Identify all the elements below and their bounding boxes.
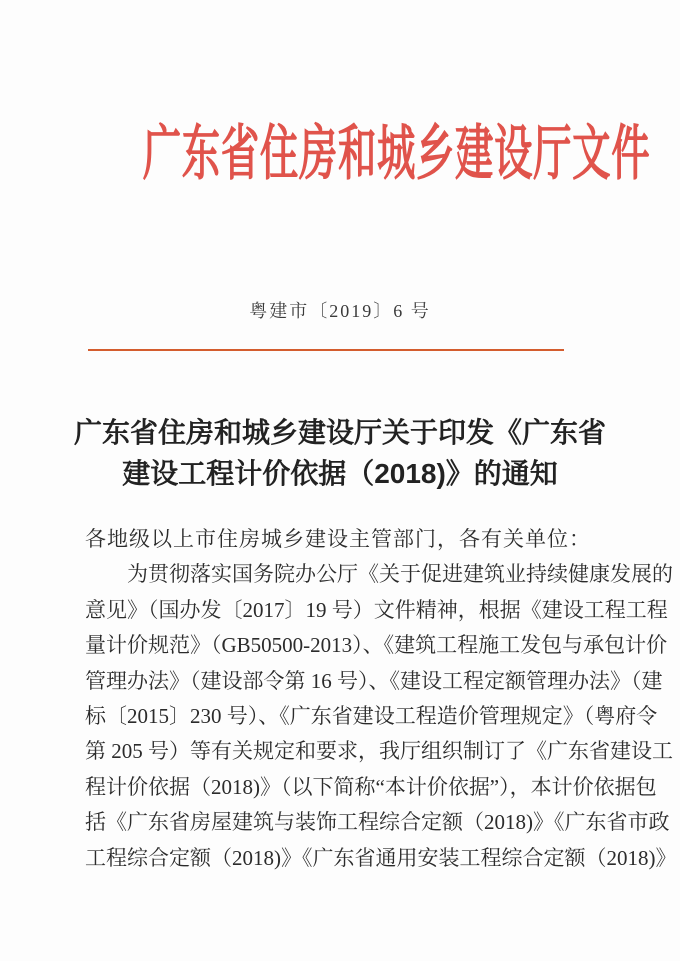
body-line: 为贯彻落实国务院办公厅《关于促进建筑业持续健康发展的 xyxy=(127,562,673,587)
body-line: 工程综合定额（2018)》《广东省通用安装工程综合定额（2018)》 xyxy=(85,845,677,870)
body-line: 第 205 号）等有关规定和要求，我厅组织制订了《广东省建设工 xyxy=(85,739,673,764)
red-separator-rule xyxy=(88,349,564,351)
notice-body xyxy=(85,522,677,876)
body-line: 标〔2015〕230 号）、《广东省建设工程造价管理规定》（粤府令 xyxy=(85,703,658,728)
notice-title-line-2: 建设工程计价依据（2018)》的通知 xyxy=(122,458,558,489)
body-line: 管理办法》（建设部令第 16 号）、《建设工程定额管理办法》（建 xyxy=(85,668,663,693)
document-number: 粤建市〔2019〕6 号 xyxy=(249,301,431,321)
body-line: 括《广东省房屋建筑与装饰工程综合定额（2018)》《广东省市政 xyxy=(85,810,670,835)
notice-title-line-1: 广东省住房和城乡建设厅关于印发《广东省 xyxy=(73,417,606,448)
notice-title xyxy=(40,412,640,494)
body-line: 量计价规范》（GB50500-2013）、《建筑工程施工发包与承包计价 xyxy=(85,633,668,658)
letterhead-banner-title: 广东省住房和城乡建设厅文件 xyxy=(142,121,651,187)
letterhead-banner xyxy=(0,106,680,192)
body-line: 程计价依据（2018)》（以下简称“本计价依据”），本计价依据包 xyxy=(85,774,657,799)
salutation-line: 各地级以上市住房城乡建设主管部门，各有关单位： xyxy=(85,527,591,551)
body-line: 意见》（国办发〔2017〕19 号）文件精神，根据《建设工程工程 xyxy=(85,597,668,622)
